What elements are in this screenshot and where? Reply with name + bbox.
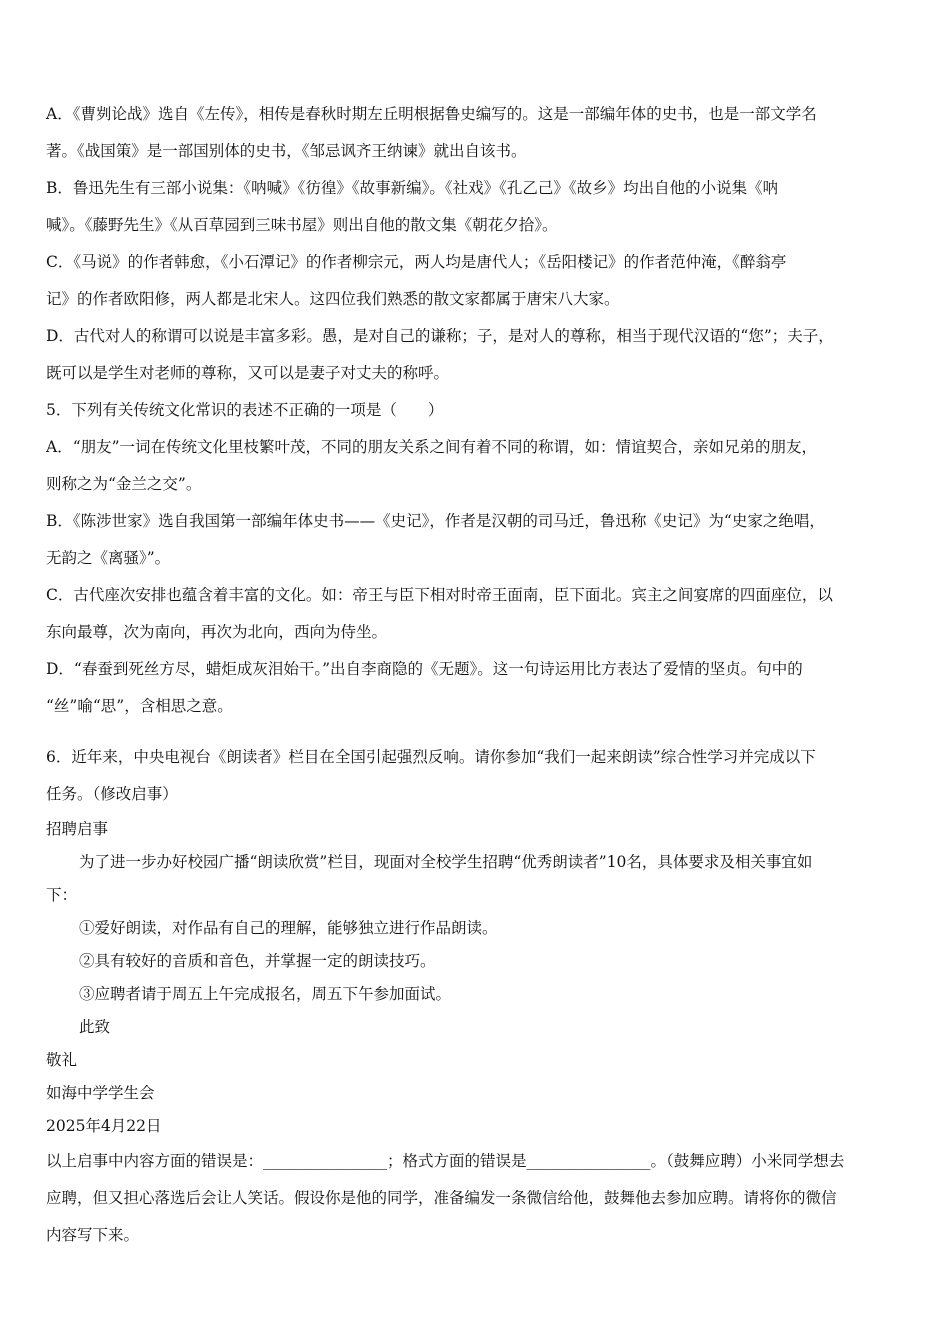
q5-option-c-line-2: 东向最尊，次为南向，再次为北向，西向为侍坐。 bbox=[46, 623, 388, 641]
q4-option-c-line-1: C．《马说》的作者韩愈，《小石潭记》的作者柳宗元，两人均是唐代人；《岳阳楼记》的作者范仲淹，《醉翁亭 bbox=[46, 253, 787, 271]
q4-option-d-line-2: 既可以是学生对老师的尊称，又可以是妻子对丈夫的称呼。 bbox=[46, 364, 450, 382]
exam-page bbox=[46, 96, 908, 1254]
notice-signer: 如海中学学生会 bbox=[46, 1084, 155, 1102]
q4-option-d-line-1: D．古代对人的称谓可以说是丰富多彩。愚，是对自己的谦称；子，是对人的尊称，相当于现代汉语的“您”；夫子， bbox=[46, 327, 834, 345]
section-gap bbox=[46, 725, 908, 739]
notice-body-line-1: 为了进一步办好校园广播“朗读欣赏”栏目，现面对全校学生招聘“优秀朗读者”10名，具体要求及相关事宜如 bbox=[79, 853, 813, 871]
q6-task-line-2: 应聘，但又担心落选后会让人笑话。假设你是他的同学，准备编发一条微信给他，鼓舞他去参加应聘。请将你的微信 bbox=[46, 1189, 837, 1207]
notice-closing-1: 此致 bbox=[79, 1018, 111, 1036]
q5-option-b-line-2: 无韵之《离骚》”。 bbox=[46, 549, 171, 567]
q6-task-line-3: 内容写下来。 bbox=[46, 1226, 140, 1244]
q6-task-line-1: 以上启事中内容方面的错误是：________________；格式方面的错误是________________。（鼓舞应聘）小米同学想去 bbox=[46, 1152, 845, 1170]
q4-option-b-line-1: B．鲁迅先生有三部小说集：《呐喊》《彷徨》《故事新编》。《社戏》《孔乙己》《故乡》均出自他的小说集《呐 bbox=[46, 179, 779, 197]
q5-option-a-line-2: 则称之为“金兰之交”。 bbox=[46, 475, 202, 493]
notice-closing-2: 敬礼 bbox=[46, 1051, 78, 1069]
q5-stem: 5．下列有关传统文化常识的表述不正确的一项是（ ） bbox=[46, 401, 444, 419]
notice-item-2: ②具有较好的音质和音色，并掌握一定的朗读技巧。 bbox=[79, 952, 436, 970]
q5-option-b-line-1: B．《陈涉世家》选自我国第一部编年体史书——《史记》，作者是汉朝的司马迁，鲁迅称《史记》为“史家之绝唱， bbox=[46, 512, 825, 530]
q5-option-a-line-1: A．“朋友”一词在传统文化里枝繁叶茂，不同的朋友关系之间有着不同的称谓，如：情谊契合，亲如兄弟的朋友， bbox=[46, 438, 818, 456]
q4-option-b-line-2: 喊》。《藤野先生》《从百草园到三味书屋》则出自他的散文集《朝花夕拾》。 bbox=[46, 216, 558, 234]
question-4-options bbox=[46, 96, 908, 392]
q6-stem-line-2: 任务。（修改启事） bbox=[46, 785, 178, 803]
q4-option-a-line-2: 著。《战国策》是一部国别体的史书，《邹忌讽齐王纳谏》就出自该书。 bbox=[46, 142, 527, 160]
q5-option-d-line-1: D．“春蚕到死丝方尽，蜡炬成灰泪始干。”出自李商隐的《无题》。这一句诗运用比方表达了爱情的坚贞。句中的 bbox=[46, 660, 803, 678]
question-6 bbox=[46, 739, 908, 1254]
q5-option-c-line-1: C．古代座次安排也蕴含着丰富的文化。如：帝王与臣下相对时帝王面南，臣下面北。宾主之间宴席的四面座位，以 bbox=[46, 586, 833, 604]
q5-option-d-line-2: “丝”喻“思”，含相思之意。 bbox=[46, 697, 233, 715]
notice-body-line-2: 下： bbox=[46, 886, 78, 904]
question-5 bbox=[46, 392, 908, 725]
q4-option-a-line-1: A．《曹刿论战》选自《左传》，相传是春秋时期左丘明根据鲁史编写的。这是一部编年体的史书，也是一部文学名 bbox=[46, 105, 817, 123]
notice-title: 招聘启事 bbox=[46, 820, 109, 838]
notice-date: 2025年4月22日 bbox=[46, 1117, 162, 1135]
q6-stem-line-1: 6．近年来，中央电视台《朗读者》栏目在全国引起强烈反响。请你参加“我们一起来朗读”综合性学习并完成以下 bbox=[46, 748, 816, 766]
notice-item-1: ①爱好朗读，对作品有自己的理解，能够独立进行作品朗读。 bbox=[79, 919, 498, 937]
notice-item-3: ③应聘者请于周五上午完成报名，周五下午参加面试。 bbox=[79, 985, 452, 1003]
recruitment-notice bbox=[46, 813, 908, 1143]
q4-option-c-line-2: 记》的作者欧阳修，两人都是北宋人。这四位我们熟悉的散文家都属于唐宋八大家。 bbox=[46, 290, 620, 308]
